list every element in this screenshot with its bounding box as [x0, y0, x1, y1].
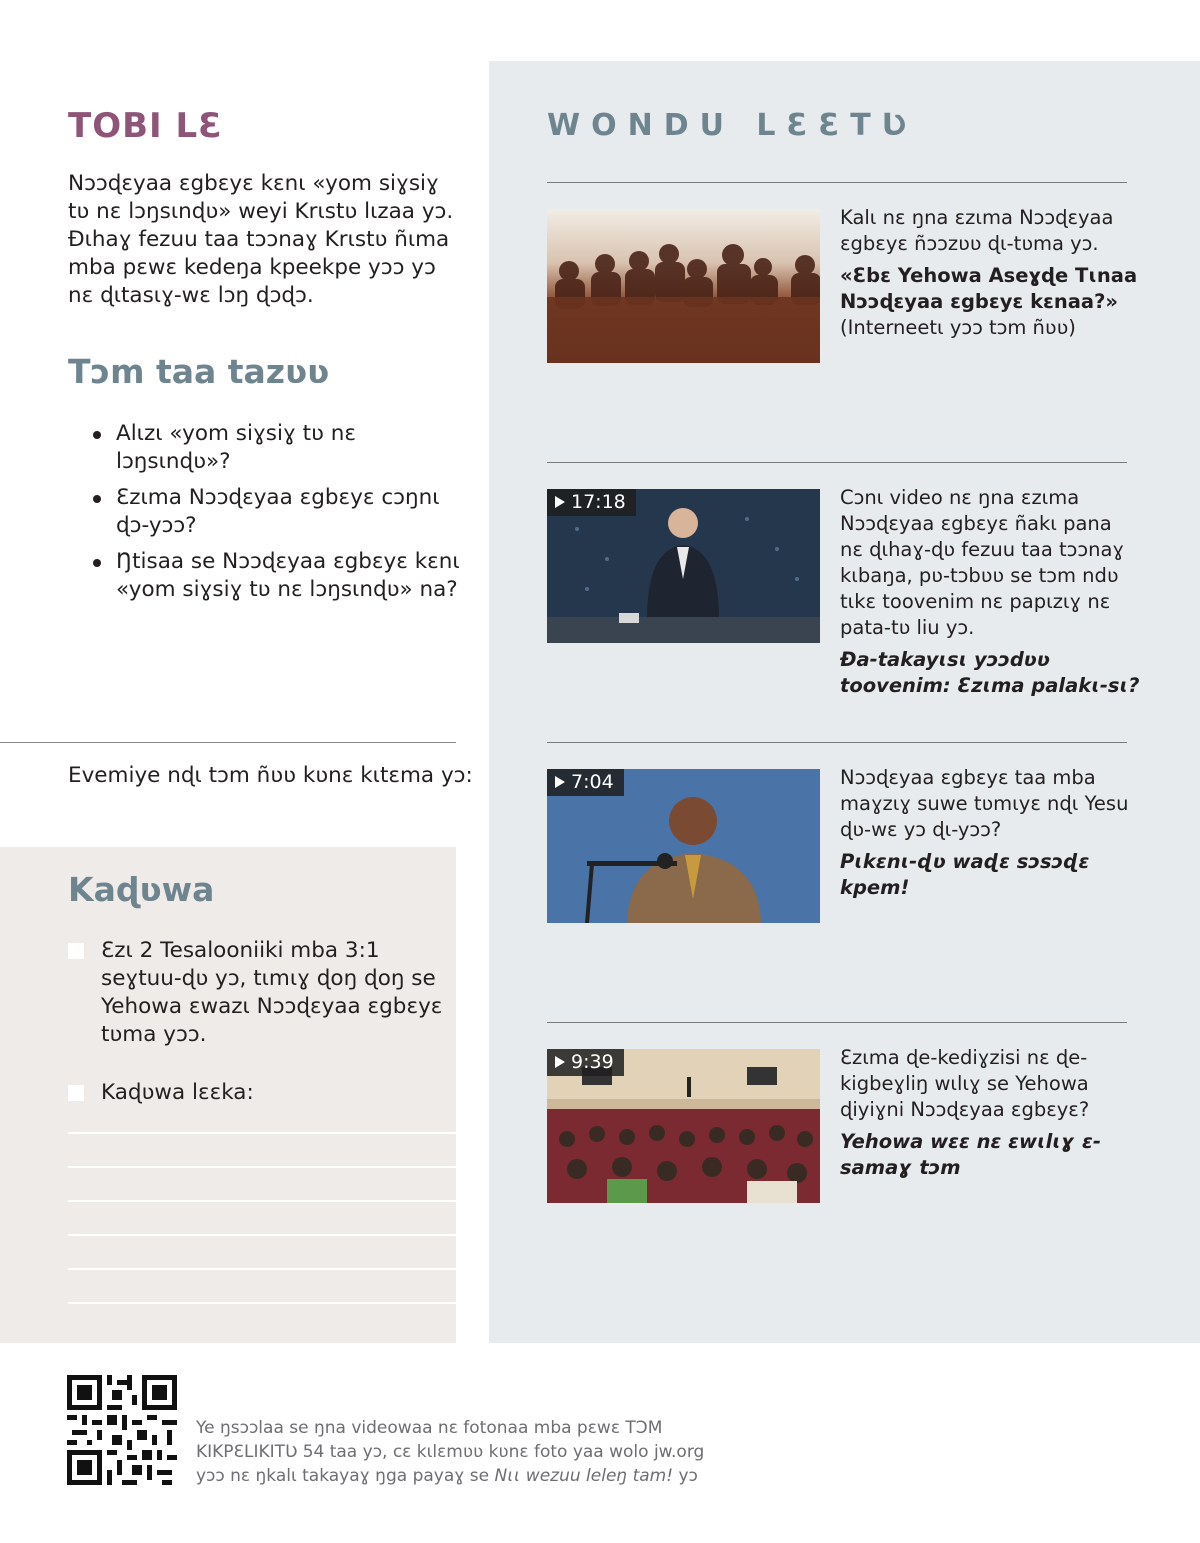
- video-link[interactable]: Yehowa wɛɛ nɛ ɛwɩlɩɣ ɛ-samaɣ tɔm: [840, 1130, 1101, 1179]
- divider: [547, 742, 1127, 743]
- play-icon: [555, 1056, 565, 1068]
- review-list: [90, 420, 460, 612]
- explore-item-text: [840, 485, 1140, 699]
- summary-title: TOBI LƐ: [68, 106, 223, 146]
- play-icon: [555, 496, 565, 508]
- goal-item-text: Kaɖʋwa lɛɛka:: [101, 1080, 254, 1105]
- explore-item-text: [840, 765, 1140, 901]
- explore-title: WONDU LƐƐTƲ: [547, 108, 918, 143]
- also-text: Evemiye nɖɩ tɔm ñʋʋ kʋnɛ kɩtɛma yɔ:: [68, 763, 473, 788]
- divider: [547, 462, 1127, 463]
- review-question: Ŋtisaa se Nɔɔɖɛyaa ɛgbɛyɛ kɛnɩ «yom siɣsiɣ tʋ nɛ lɔŋsɩnɖʋ» na?: [90, 548, 460, 604]
- book-title[interactable]: Nɩɩ wezuu leleŋ tam!: [494, 1466, 674, 1486]
- footer-line: KIKPƐLIKITƲ 54 taa yɔ, cɛ kɩlɛmʋʋ kʋnɛ foto yaa wolo jw.org: [196, 1442, 705, 1462]
- goal-item-text: Ɛzɩ 2 Tesalooniiki mba 3:1 seɣtuu-ɖʋ yɔ, tɩmɩɣ ɖoŋ ɖoŋ se Yehowa ɛwazɩ Nɔɔɖɛyaa ɛgbɛyɛ tʋma yɔɔ.: [101, 938, 443, 1047]
- review-title: Tɔm taa tazʋʋ: [68, 352, 330, 391]
- play-icon: [555, 776, 565, 788]
- write-line[interactable]: [68, 1132, 456, 1134]
- summary-text: Nɔɔɖɛyaa ɛgbɛyɛ kɛnɩ «yom siɣsiɣ tʋ nɛ lɔŋsɩnɖʋ» weyi Krɩstʋ lɩzaa yɔ. Ðɩhaɣ fezuu taa tɔɔnaɣ Krɩstʋ ñɩma mba pɛwɛ kedeŋa kpeekpe yɔɔ yɔ nɛ ɖɩtasɩɣ-wɛ lɔŋ ɖɔɖɔ.: [68, 171, 454, 308]
- divider: [547, 1022, 1127, 1023]
- item-description: Nɔɔɖɛyaa ɛgbɛyɛ taa mba maɣzɩɣ suwe tʋmɩyɛ nɖɩ Yesu ɖʋ-wɛ yɔ ɖɩ-yɔɔ?: [840, 766, 1129, 841]
- item-source: (Interneetɩ yɔɔ tɔm ñʋʋ): [840, 316, 1076, 339]
- video-thumbnail[interactable]: [547, 1049, 820, 1203]
- write-line[interactable]: [68, 1234, 456, 1236]
- video-thumbnail[interactable]: [547, 489, 820, 643]
- explore-item-text: [840, 1045, 1140, 1181]
- footer-line: Ye ŋsɔɔlaa se ŋna videowaa nɛ fotonaa mba pɛwɛ TƆM: [196, 1418, 663, 1438]
- explore-item-text: [840, 205, 1140, 341]
- write-line[interactable]: [68, 1302, 456, 1304]
- footer-note: [196, 1416, 756, 1488]
- review-question: Ɛzɩma Nɔɔɖɛyaa ɛgbɛyɛ cɔŋnɩ ɖɔ-yɔɔ?: [90, 484, 460, 540]
- goal-checkbox[interactable]: [68, 943, 84, 959]
- video-duration-badge: 7:04: [547, 769, 624, 796]
- video-duration-badge: 17:18: [547, 489, 636, 516]
- write-line[interactable]: [68, 1166, 456, 1168]
- item-description: Cɔnɩ video nɛ ŋna ɛzɩma Nɔɔɖɛyaa ɛgbɛyɛ ñakɩ pana nɛ ɖɩhaɣ-ɖʋ fezuu taa tɔɔnaɣ kɩbaŋa, pʋ-tɔbʋʋ se tɔm ndʋ tɩkɛ toovenim nɛ papɩzɩɣ nɛ pata-tʋ liu yɔ.: [840, 486, 1125, 639]
- item-description: Ɛzɩma ɖe-kediɣzisi nɛ ɖe-kigbeɣliŋ wɩlɩɣ se Yehowa ɖiyiɣni Nɔɔɖɛyaa ɛgbɛyɛ?: [840, 1046, 1090, 1121]
- write-line[interactable]: [68, 1200, 456, 1202]
- goal-title: Kaɖʋwa: [68, 870, 215, 909]
- divider: [547, 182, 1127, 183]
- write-line[interactable]: [68, 1268, 456, 1270]
- video-duration-badge: 9:39: [547, 1049, 624, 1076]
- item-description: Kalɩ nɛ ŋna ɛzɩma Nɔɔɖɛyaa ɛgbɛyɛ ñɔɔzʋʋ ɖɩ-tʋma yɔ.: [840, 206, 1114, 255]
- qr-code[interactable]: [67, 1375, 177, 1485]
- goal-item: [68, 937, 448, 1049]
- goal-checkbox[interactable]: [68, 1085, 84, 1101]
- video-link[interactable]: Ða-takayɩsɩ yɔɔdʋʋ toovenim: Ɛzɩma palakɩ-sɩ?: [840, 648, 1140, 697]
- review-question: Alɩzɩ «yom siɣsiɣ tʋ nɛ lɔŋsɩnɖʋ»?: [90, 420, 460, 476]
- footer-line: yɔɔ nɛ ŋkalɩ takayaɣ ŋga payaɣ se Nɩɩ wezuu leleŋ tam! yɔ: [196, 1466, 698, 1486]
- article-link[interactable]: «Ɛbɛ Yehowa Aseɣɖe Tɩnaa Nɔɔɖɛyaa ɛgbɛyɛ kɛnaa?»: [840, 264, 1138, 313]
- video-link[interactable]: Pɩkɛnɩ-ɖʋ waɖɛ sɔsɔɖɛ kpem!: [840, 850, 1090, 899]
- divider: [0, 742, 456, 743]
- article-thumbnail[interactable]: [547, 209, 820, 363]
- video-thumbnail[interactable]: [547, 769, 820, 923]
- goal-item: [68, 1079, 448, 1107]
